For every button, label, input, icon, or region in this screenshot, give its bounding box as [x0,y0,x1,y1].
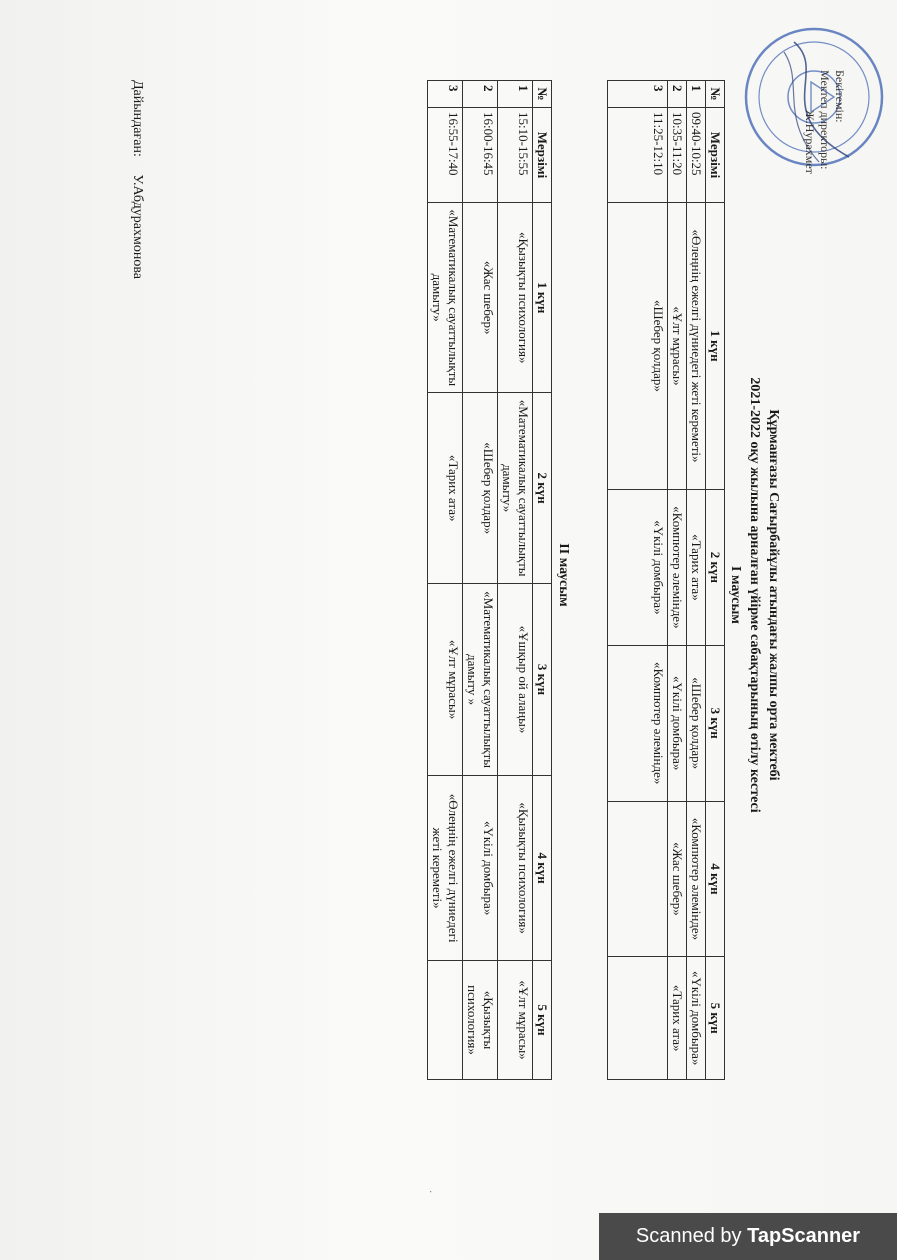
cell-day-2: «Үкілі домбыра» [608,489,668,645]
table-row [428,81,463,1080]
cell-day-2: «Математикалық сауаттылықты дамыту» [498,393,533,583]
cell-day-1: «Жас шебер» [463,203,498,393]
school-name: Құрманғазы Сағырбайұлы атындағы жалпы орта мектебі [766,409,781,781]
row-number: 3 [608,81,668,108]
col-day-4: 4 күн [706,801,725,957]
col-number: № [706,81,725,108]
row-time: 09:40-10:25 [687,108,706,203]
cell-day-4: «Жас шебер» [668,801,687,957]
cell-day-4: «Қызықты психология» [498,776,533,961]
table-row [608,81,668,1080]
cell-day-5 [428,961,463,1080]
cell-day-3: «Ұлт мұрасы» [428,583,463,775]
cell-day-1: «Математикалық сауаттылықты дамыту» [428,203,463,393]
row-time: 10:35-11:20 [668,108,687,203]
cell-day-5 [608,957,668,1080]
approval-block [802,70,847,240]
cell-day-5: «Қызықты психология» [463,961,498,1080]
cell-day-4 [608,801,668,957]
row-number: 2 [463,81,498,108]
cell-day-3: «Компютер әлемінде» [608,645,668,801]
col-day-1: 1 күн [533,203,552,393]
table-row [463,81,498,1080]
cell-day-5: «Тарих ата» [668,957,687,1080]
row-time: 15:10-15:55 [498,108,533,203]
cell-day-5: «Үкілі домбыра» [687,957,706,1080]
season-1-heading: I маусым [728,566,743,624]
col-day-1: 1 күн [706,203,725,490]
cell-day-1: «Қызықты психология» [498,203,533,393]
season-1-table [607,80,725,1080]
table-row [668,81,687,1080]
approval-line-2: Мектеп директоры: [818,70,832,170]
row-time: 11:25-12:10 [608,108,668,203]
cell-day-3: «Үкілі домбыра» [668,645,687,801]
col-day-5: 5 күн [533,961,552,1080]
cell-day-3: «Математикалық сауаттылықты дамыту » [463,583,498,775]
table-row [687,81,706,1080]
table-row [498,81,533,1080]
col-time: Мерзімі [706,108,725,203]
col-day-2: 2 күн [706,489,725,645]
col-number: № [533,81,552,108]
cell-day-1: «Шебер қолдар» [608,203,668,490]
cell-day-2: «Шебер қолдар» [463,393,498,583]
cell-day-5: «Ұлт мұрасы» [498,961,533,1080]
document-title [726,0,783,1260]
season-2-heading: II маусым [556,543,571,607]
row-time: 16:00-16:45 [463,108,498,203]
cell-day-1: «Өлеңнің ежелгі дүниедегі жеті кереметі» [687,203,706,490]
col-day-2: 2 күн [533,393,552,583]
cell-day-4: «Үкілі домбыра» [463,776,498,961]
col-day-3: 3 күн [706,645,725,801]
cell-day-4: «Өлеңнің ежелгі дүниедегі жеті кереметі» [428,776,463,961]
row-time: 16:55-17:40 [428,108,463,203]
approval-line-1: Бекітемін: [833,70,847,123]
table-header-row [706,81,725,1080]
scanner-watermark: Scanned by TapScanner [599,1213,897,1260]
col-day-5: 5 күн [706,957,725,1080]
row-number: 1 [498,81,533,108]
cell-day-4: «Компютер әлемінде» [687,801,706,957]
col-time: Мерзімі [533,108,552,203]
row-number: 1 [687,81,706,108]
schedule-title: 2021-2022 оқу жылына арналған үйірме сабақтарының өтілу кестесі [747,377,762,813]
row-number: 3 [428,81,463,108]
row-number: 2 [668,81,687,108]
col-day-4: 4 күн [533,776,552,961]
cell-day-3: «Шебер қолдар» [687,645,706,801]
season-2-table [427,80,552,1080]
cell-day-2: «Тарих ата» [428,393,463,583]
cell-day-2: «Тарих ата» [687,489,706,645]
prepared-label: Дайындаған: [130,80,145,157]
col-day-3: 3 күн [533,583,552,775]
approval-line-3: Ж.Нурахмет [803,110,817,174]
cell-day-2: «Компютер әлемінде» [668,489,687,645]
scan-speck: · [424,1190,435,1194]
prepared-by [129,80,145,279]
cell-day-3: «Ұшқыр ой алаңы» [498,583,533,775]
table-header-row [533,81,552,1080]
cell-day-1: «Ұлт мұрасы» [668,203,687,490]
prepared-name: У.Абдурахмонова [130,174,145,279]
